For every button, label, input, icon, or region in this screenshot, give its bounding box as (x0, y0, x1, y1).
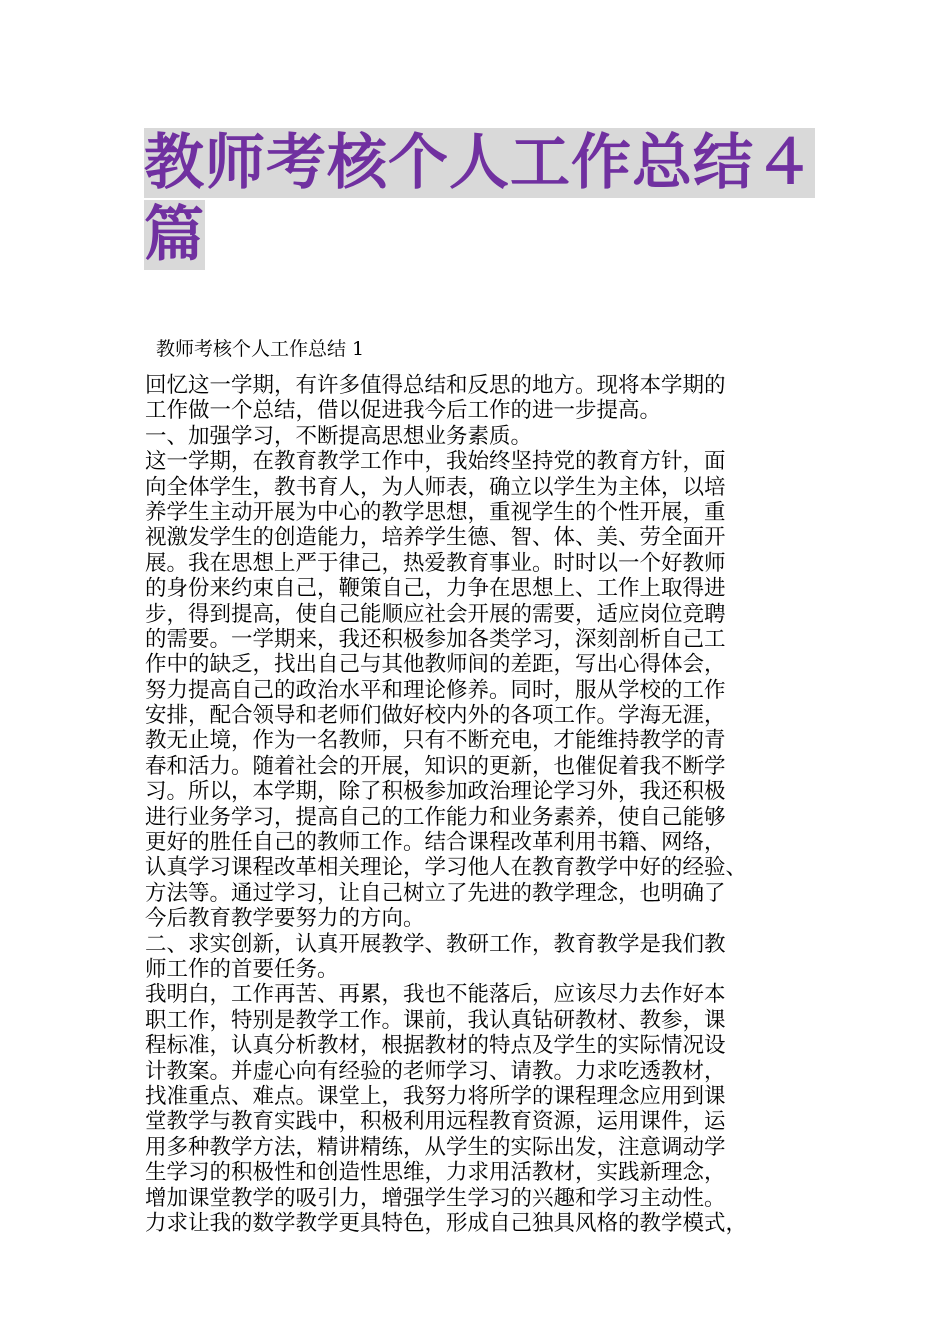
body-line: 养学生主动开展为中心的教学思想，重视学生的个性开展，重 (145, 499, 726, 525)
body-line: 我明白，工作再苦、再累，我也不能落后，应该尽力去作好本 (145, 982, 726, 1008)
body-line: 作中的缺乏，找出自己与其他教师间的差距，写出心得体会， (145, 652, 726, 678)
title-line-1: 教师考核个人工作总结４ (144, 128, 815, 198)
body-line: 习。所以，本学期，除了积极参加政治理论学习外，我还积极 (145, 779, 726, 805)
body-line: 二、求实创新，认真开展教学、教研工作，教育教学是我们教 (145, 931, 726, 957)
document-title (144, 128, 824, 272)
body-line: 这一学期，在教育教学工作中，我始终坚持党的教育方针，面 (145, 449, 726, 475)
body-line: 视激发学生的创造能力，培养学生德、智、体、美、劳全面开 (145, 525, 726, 551)
body-line: 计教案。并虚心向有经验的老师学习、请教。力求吃透教材， (145, 1058, 726, 1084)
body-line: 生学习的积极性和创造性思维，力求用活教材，实践新理念， (145, 1160, 726, 1186)
body-line: 职工作，特别是教学工作。课前，我认真钻研教材、教参，课 (145, 1007, 726, 1033)
body-line: 方法等。通过学习，让自己树立了先进的教学理念，也明确了 (145, 880, 726, 906)
body-text (145, 373, 825, 1236)
body-line: 更好的胜任自己的教师工作。结合课程改革利用书籍、网络， (145, 830, 726, 856)
body-line: 努力提高自己的政治水平和理论修养。同时，服从学校的工作 (145, 677, 726, 703)
body-line: 向全体学生，教书育人，为人师表，确立以学生为主体，以培 (145, 474, 726, 500)
body-line: 一、加强学习，不断提高思想业务素质。 (145, 423, 533, 449)
body-line: 安排，配合领导和老师们做好校内外的各项工作。学海无涯， (145, 703, 726, 729)
body-line: 增加课堂教学的吸引力，增强学生学习的兴趣和学习主动性。 (145, 1185, 726, 1211)
body-line: 步，得到提高，使自己能顺应社会开展的需要，适应岗位竞聘 (145, 601, 726, 627)
body-line: 工作做一个总结，借以促进我今后工作的进一步提高。 (145, 398, 662, 424)
body-line: 回忆这一学期，有许多值得总结和反思的地方。现将本学期的 (145, 373, 726, 398)
body-line: 师工作的首要任务。 (145, 956, 339, 982)
body-line: 展。我在思想上严于律己，热爱教育事业。时时以一个好教师 (145, 550, 726, 576)
body-line: 的身份来约束自己，鞭策自己，力争在思想上、工作上取得进 (145, 576, 726, 602)
section-subtitle: 教师考核个人工作总结 1 (156, 338, 365, 360)
body-line: 堂教学与教育实践中，积极利用远程教育资源，运用课件，运 (145, 1109, 726, 1135)
title-line-2: 篇 (144, 200, 205, 270)
body-line: 进行业务学习，提高自己的工作能力和业务素养，使自己能够 (145, 804, 726, 830)
body-line: 教无止境，作为一名教师，只有不断充电，才能维持教学的青 (145, 728, 726, 754)
body-line: 程标准，认真分析教材，根据教材的特点及学生的实际情况设 (145, 1033, 726, 1059)
body-line: 用多种教学方法，精讲精练，从学生的实际出发，注意调动学 (145, 1134, 726, 1160)
body-line: 春和活力。随着社会的开展，知识的更新，也催促着我不断学 (145, 753, 726, 779)
body-line: 找准重点、难点。课堂上，我努力将所学的课程理念应用到课 (145, 1083, 726, 1109)
body-line: 认真学习课程改革相关理论，学习他人在教育教学中好的经验、 (145, 855, 748, 881)
body-line: 力求让我的数学教学更具特色，形成自己独具风格的教学模式， (145, 1210, 748, 1236)
body-line: 今后教育教学要努力的方向。 (145, 906, 425, 932)
body-line: 的需要。一学期来，我还积极参加各类学习，深刻剖析自己工 (145, 626, 726, 652)
